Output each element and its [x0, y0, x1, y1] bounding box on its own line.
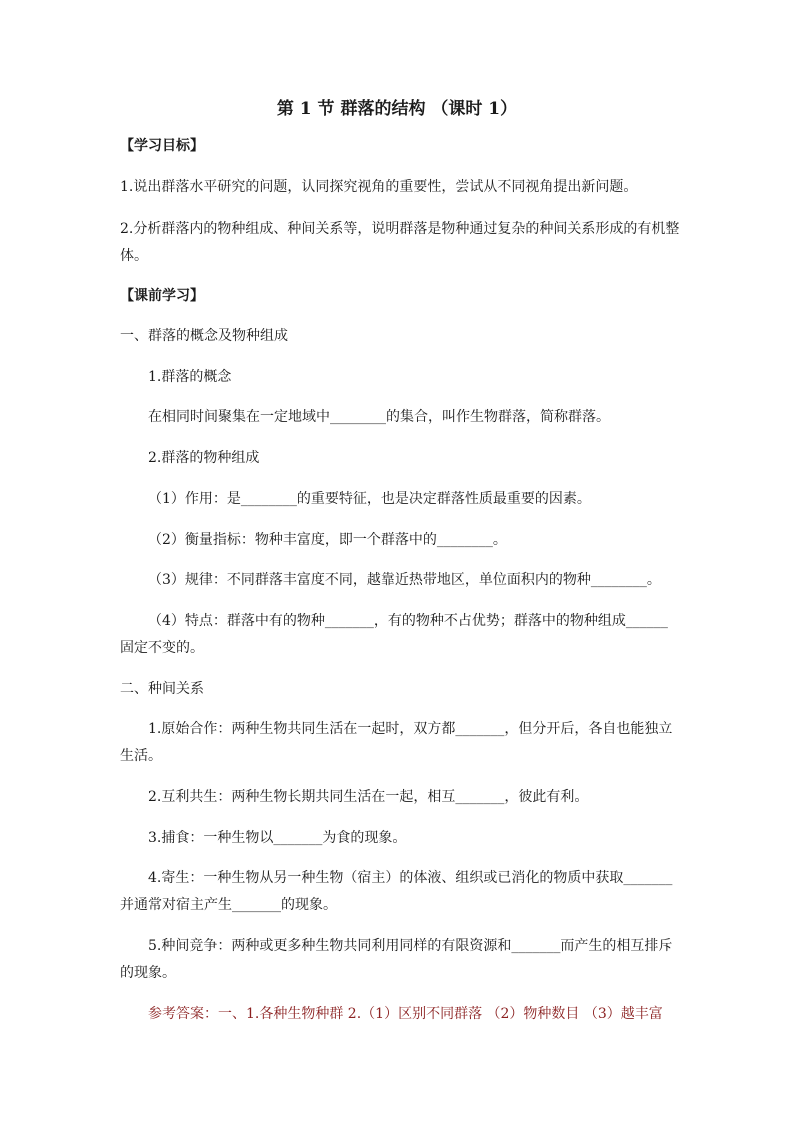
relation-competition: 5.种间竞争：两种或更多种生物共同利用同样的有限资源和_______而产生的相互排斥	[148, 938, 673, 954]
composition-feature-continued: 固定不变的。	[120, 640, 204, 656]
relation-mutualism: 2.互利共生：两种生物长期共同生活在一起，相互_______，彼此有利。	[148, 789, 589, 805]
composition-feature: （4）特点：群落中有的物种_______，有的物种不占优势；群落中的物种组成______	[148, 613, 668, 629]
answer-key: 参考答案：一、1.各种生物种群 2.（1）区别不同群落 （2）物种数目 （3）越丰富	[148, 1006, 663, 1022]
relation-competition-continued: 的现象。	[120, 965, 176, 981]
page-title: 第 1 节 群落的结构 （课时 1）	[276, 99, 518, 119]
community-concept-text: 在相同时间聚集在一定地域中________的集合，叫作生物群落，简称群落。	[148, 409, 610, 425]
objective-2: 2.分析群落内的物种组成、种间关系等，说明群落是物种通过复杂的种间关系形成的有机整	[120, 221, 680, 237]
prestudy-heading: 【课前学习】	[120, 288, 204, 304]
section2-heading: 二、种间关系	[120, 681, 204, 697]
objective-1: 1.说出群落水平研究的问题，认同探究视角的重要性，尝试从不同视角提出新问题。	[120, 179, 638, 195]
relation-predation: 3.捕食：一种生物以_______为食的现象。	[148, 830, 407, 846]
community-concept-heading: 1.群落的概念	[148, 369, 232, 385]
relation-parasitism-continued: 并通常对宿主产生_______的现象。	[120, 897, 337, 913]
section1-heading: 一、群落的概念及物种组成	[120, 328, 288, 344]
composition-pattern: （3）规律：不同群落丰富度不同，越靠近热带地区，单位面积内的物种________。	[148, 572, 661, 588]
composition-indicator: （2）衡量指标：物种丰富度，即一个群落中的________。	[148, 532, 507, 548]
relation-cooperation-continued: 生活。	[120, 748, 162, 764]
species-composition-heading: 2.群落的物种组成	[148, 450, 260, 466]
relation-parasitism: 4.寄生：一种生物从另一种生物（宿主）的体液、组织或已消化的物质中获取_______	[148, 870, 673, 886]
relation-cooperation: 1.原始合作：两种生物共同生活在一起时，双方都_______，但分开后，各自也能独立	[148, 721, 673, 737]
objectives-heading: 【学习目标】	[120, 138, 204, 154]
objective-2-continued: 体。	[120, 248, 148, 264]
composition-role: （1）作用：是________的重要特征，也是决定群落性质最重要的因素。	[148, 491, 591, 507]
